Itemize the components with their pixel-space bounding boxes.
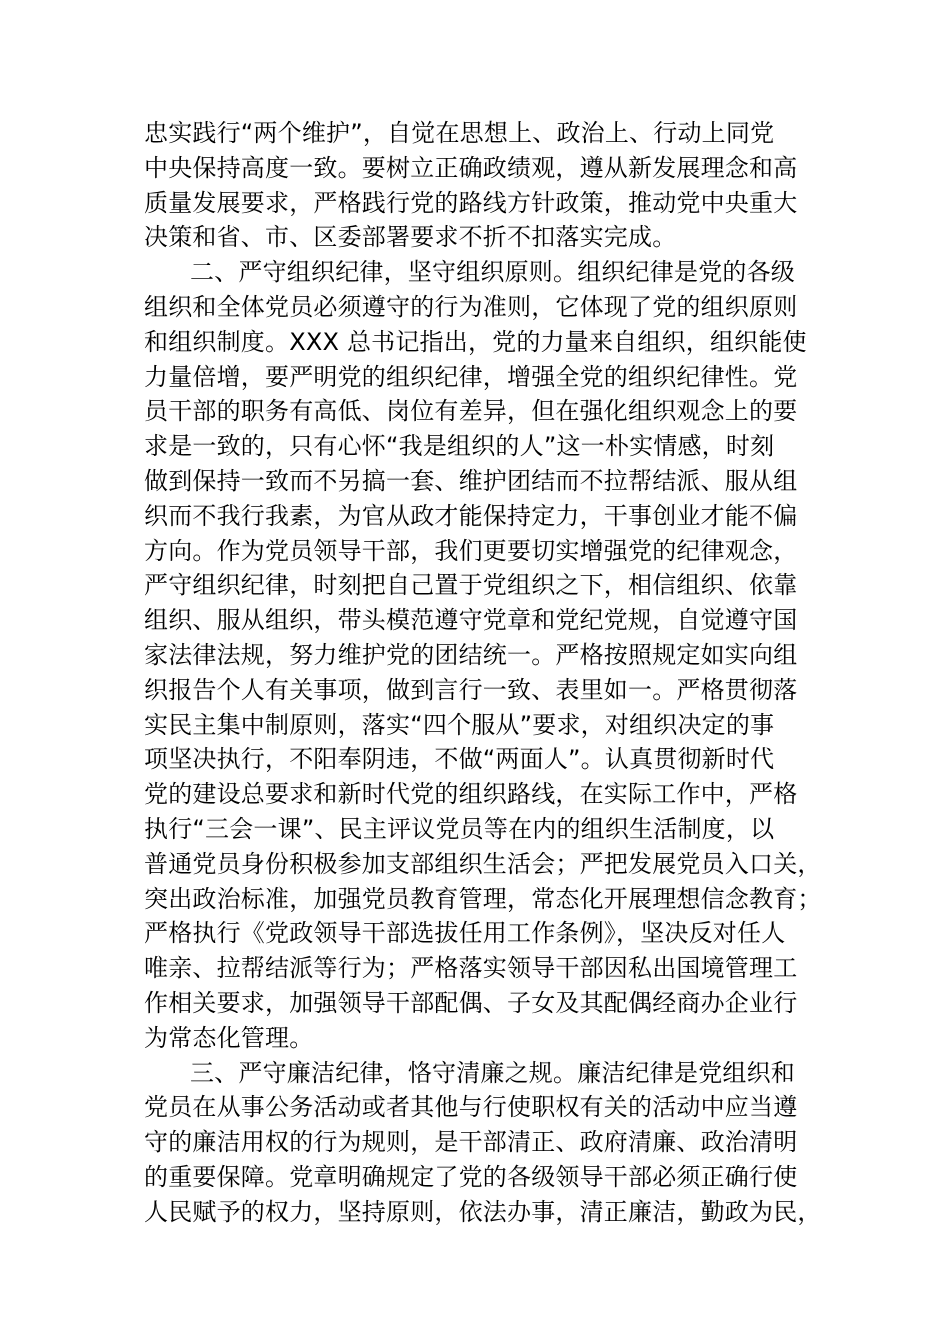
text-line: 普通党员身份积极参加支部组织生活会；严把发展党员入口关， (144, 849, 822, 878)
text-line: 家法律法规，努力维护党的团结统一。严格按照规定如实向组 (144, 640, 798, 669)
text-line: 为常态化管理。 (144, 1023, 314, 1052)
text-line: 唯亲、拉帮结派等行为；严格落实领导干部因私出国境管理工 (144, 954, 798, 983)
text-line: 和组织制度。XXX 总书记指出，党的力量来自组织，组织能使 (144, 327, 807, 356)
text-line: 严格执行《党政领导干部选拔任用工作条例》，坚决反对任人 (144, 919, 786, 948)
text-line: 织而不我行我素，为官从政才能保持定力，干事创业才能不偏 (144, 501, 798, 530)
text-line: 的重要保障。党章明确规定了党的各级领导干部必须正确行使 (144, 1162, 798, 1191)
text-line: 中央保持高度一致。要树立正确政绩观，遵从新发展理念和高 (144, 153, 798, 182)
document-body (144, 116, 824, 1230)
text-line: 组织和全体党员必须遵守的行为准则，它体现了党的组织原则 (144, 292, 798, 321)
text-line: 执行“三会一课”、民主评议党员等在内的组织生活制度，以 (144, 814, 775, 843)
text-line: 忠实践行“两个维护”，自觉在思想上、政治上、行动上同党 (144, 119, 775, 147)
paragraph-first-line: 三、严守廉洁纪律，恪守清廉之规。廉洁纪律是党组织和 (190, 1058, 795, 1087)
text-line: 人民赋予的权力，坚持原则，依法办事，清正廉洁，勤政为民， (144, 1197, 822, 1226)
text-line: 突出政治标准，加强党员教育管理，常态化开展理想信念教育； (144, 884, 822, 913)
text-line: 织报告个人有关事项，做到言行一致、表里如一。严格贯彻落 (144, 675, 798, 704)
text-line: 严守组织纪律，时刻把自己置于党组织之下，相信组织、依靠 (144, 571, 798, 600)
paragraph-first-line: 二、严守组织纪律，坚守组织原则。组织纪律是党的各级 (190, 258, 795, 287)
text-line: 方向。作为党员领导干部，我们更要切实增强党的纪律观念， (144, 536, 798, 565)
text-line: 力量倍增，要严明党的组织纪律，增强全党的组织纪律性。党 (144, 362, 798, 391)
text-line: 守的廉洁用权的行为规则，是干部清正、政府清廉、政治清明 (144, 1128, 798, 1157)
text-line: 求是一致的，只有心怀“我是组织的人”这一朴实情感，时刻 (144, 432, 775, 461)
text-line: 做到保持一致而不另搞一套、维护团结而不拉帮结派、服从组 (144, 466, 798, 495)
text-line: 项坚决执行，不阳奉阴违，不做“两面人”。认真贯彻新时代 (144, 745, 775, 774)
text-line: 组织、服从组织，带头模范遵守党章和党纪党规，自觉遵守国 (144, 606, 798, 635)
text-line: 员干部的职务有高低、岗位有差异，但在强化组织观念上的要 (144, 397, 798, 426)
text-line: 决策和省、市、区委部署要求不折不扣落实完成。 (144, 223, 677, 252)
text-line: 实民主集中制原则，落实“四个服从”要求，对组织决定的事 (144, 710, 775, 739)
text-line: 党员在从事公务活动或者其他与行使职权有关的活动中应当遵 (144, 1093, 798, 1122)
text-line: 质量发展要求，严格践行党的路线方针政策，推动党中央重大 (144, 188, 798, 217)
text-line: 作相关要求，加强领导干部配偶、子女及其配偶经商办企业行 (144, 988, 798, 1017)
text-line: 党的建设总要求和新时代党的组织路线，在实际工作中，严格 (144, 780, 798, 809)
